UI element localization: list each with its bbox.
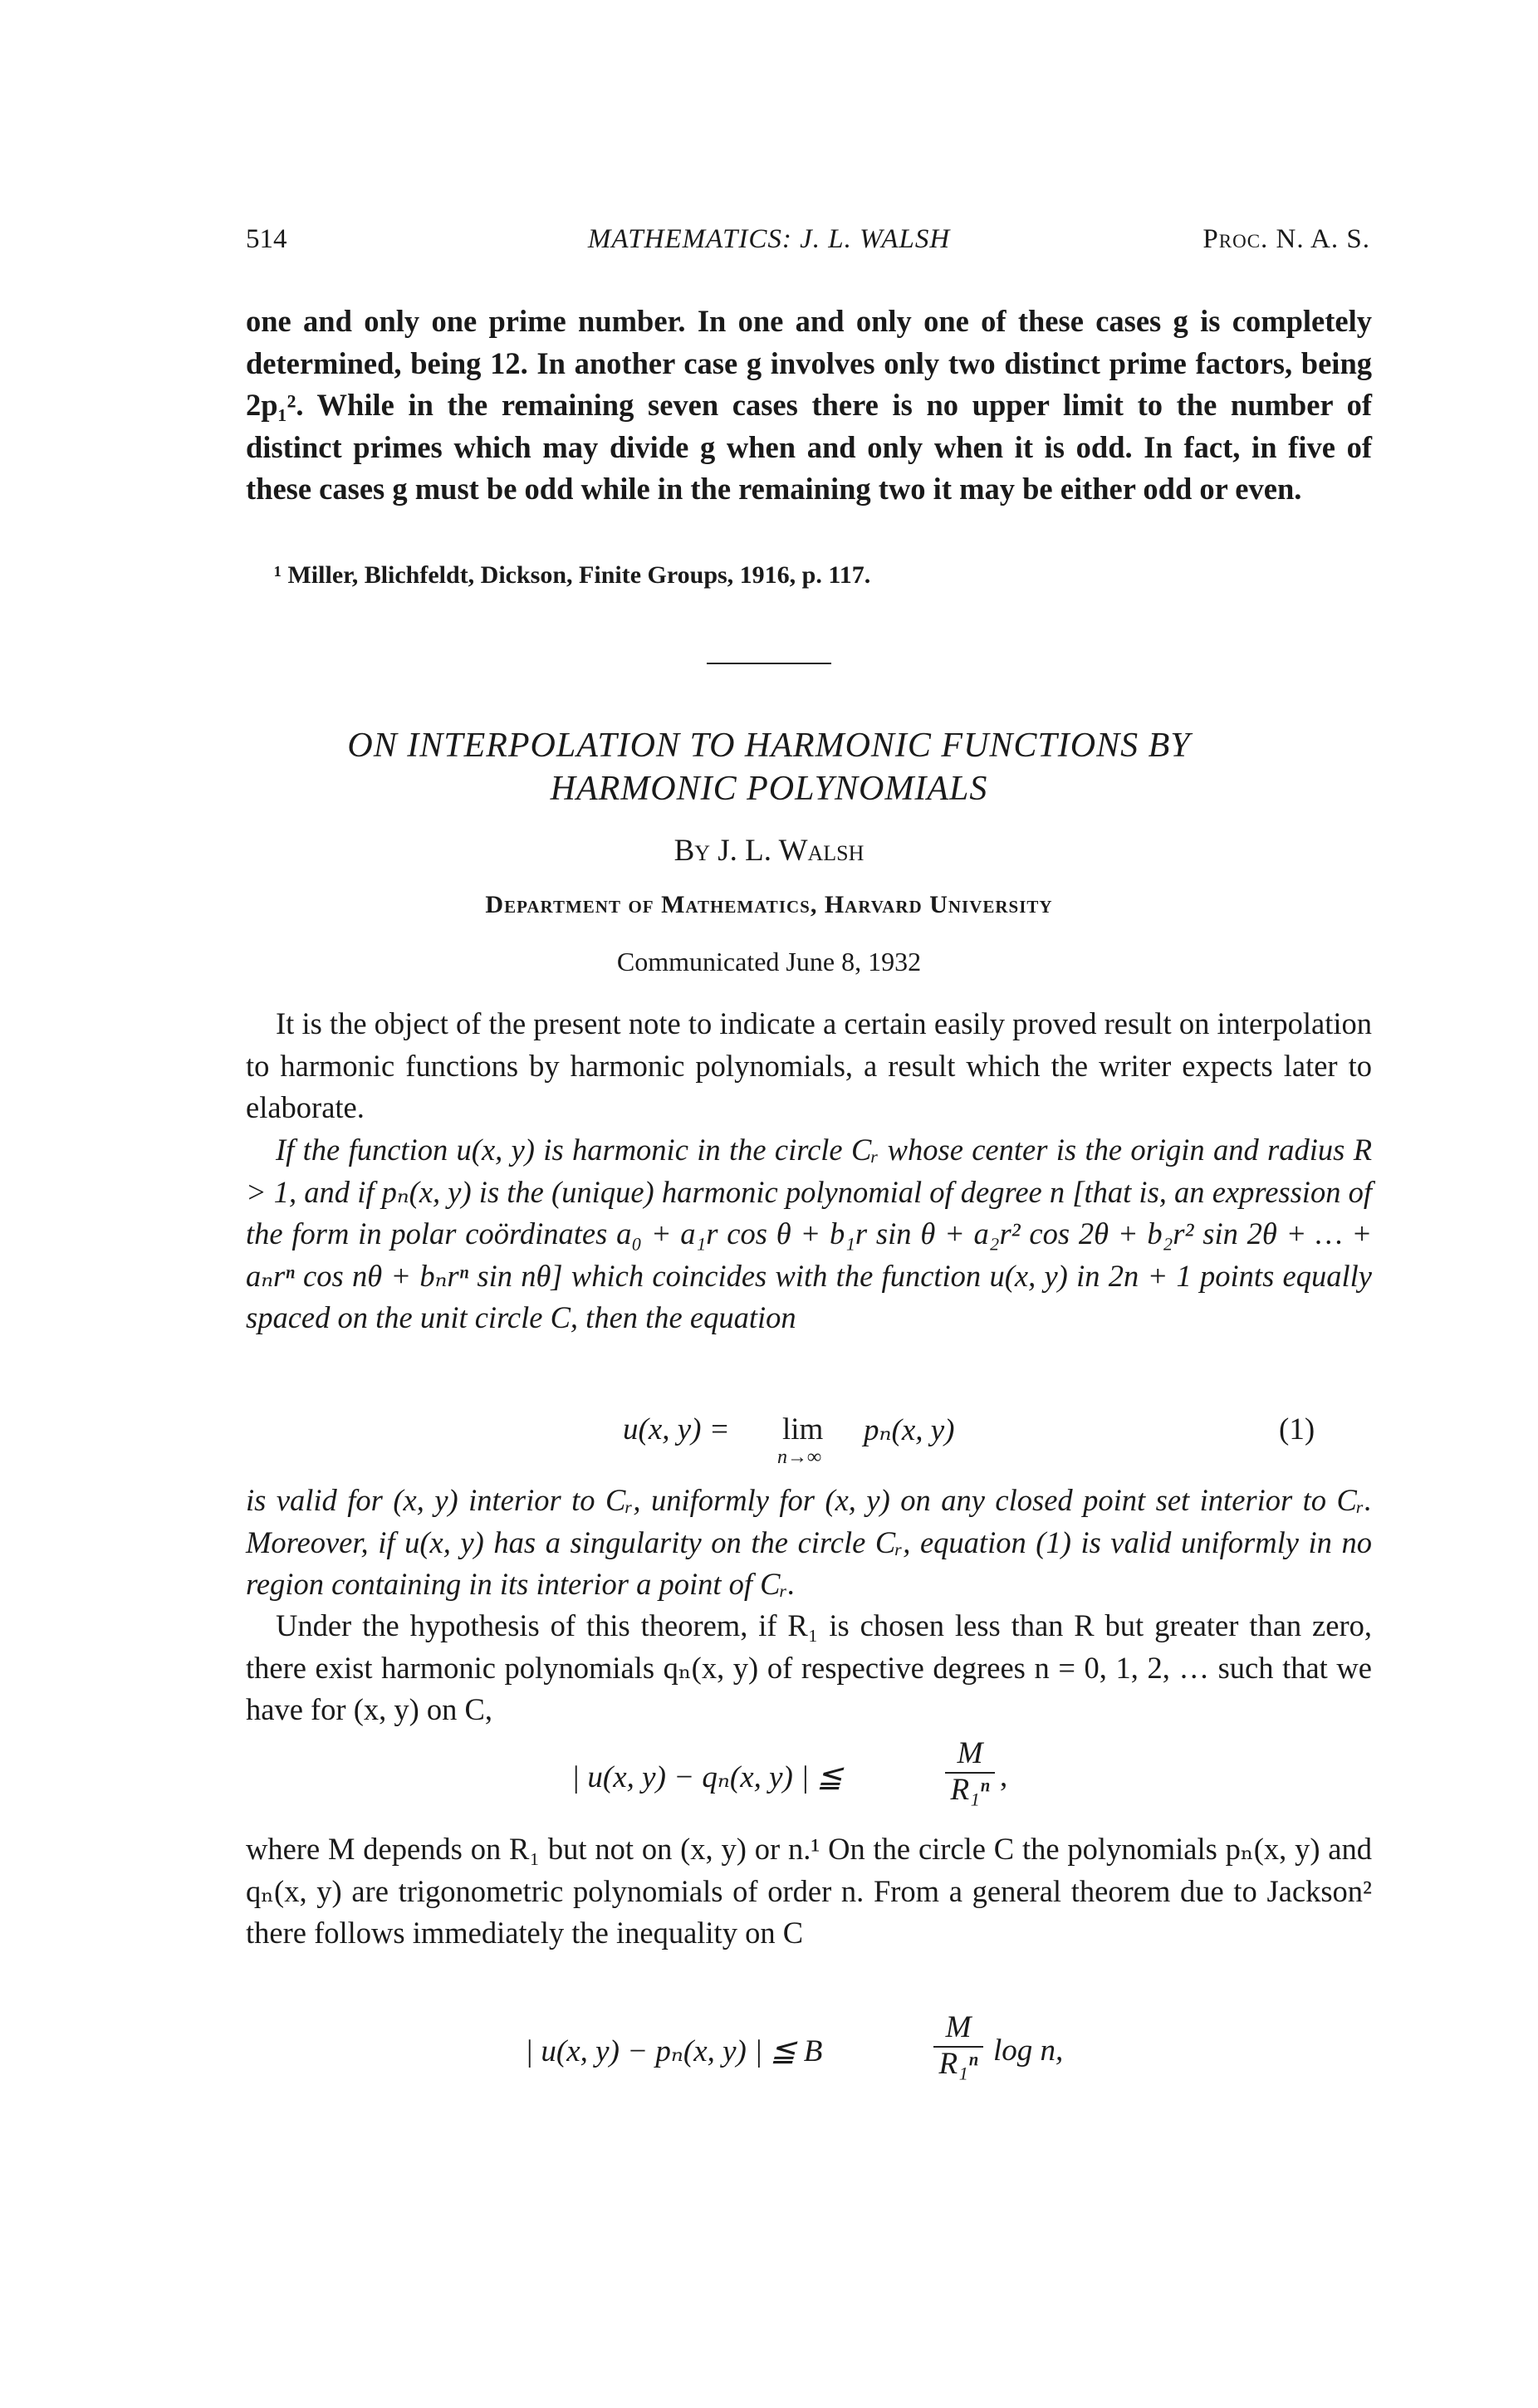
inequality-3-fraction [933, 2009, 983, 2081]
page-number: 514 [246, 224, 287, 254]
inequality-2-denominator: R₁ⁿ [950, 1773, 990, 1807]
equation-1-limit-subscript: n→∞ [777, 1446, 822, 1468]
theorem-continuation: is valid for (x, y) interior to Cᵣ, uniformly for (x, y) on any closed point set interior to Cᵣ. Moreover, if u(x, y) has a singularity on the circle Cᵣ, equation (1) is valid uniformly in no region containing in its interior a point of Cᵣ. [246, 1483, 1372, 1601]
equation-1-lim: lim [782, 1412, 824, 1446]
footnote: ¹ Miller, Blichfeldt, Dickson, Finite Groups, 1916, p. 117. [274, 561, 871, 589]
communicated-date: Communicated June 8, 1932 [616, 947, 922, 976]
equation-1-number: (1) [1279, 1412, 1315, 1446]
inequality-2-comma: , [1000, 1760, 1008, 1794]
inequality-2-numerator: M [945, 1735, 995, 1774]
inequality-3-numerator: M [933, 2009, 983, 2048]
inequality-3-lhs: | u(x, y) − pₙ(x, y) | ≦ B [525, 2034, 823, 2068]
inequality-2-lhs: | u(x, y) − qₙ(x, y) | ≦ [571, 1760, 843, 1794]
running-title: MATHEMATICS: J. L. WALSH [587, 224, 951, 254]
equation-1-rhs: pₙ(x, y) [864, 1413, 955, 1447]
article-title-line-2: HARMONIC POLYNOMIALS [550, 770, 988, 808]
inequality-3-log-term: log n, [993, 2034, 1064, 2068]
inequality-3-denominator: R₁ⁿ [938, 2047, 978, 2081]
theorem-statement: If the function u(x, y) is harmonic in the circle Cᵣ whose center is the origin and radius R > 1, and if pₙ(x, y) is the (unique) harmonic polynomial of degree n [that is, an expression of the form in polar coördinates a₀ + a₁r cos θ + b₁r sin θ + a₂r² cos 2θ + b₂r² sin 2θ + … + aₙrⁿ cos nθ + bₙrⁿ sin nθ] which coincides with the function u(x, y) in 2n + 1 points equally spaced on the unit circle C, then the equation [246, 1133, 1372, 1334]
inequality-2-fraction [945, 1735, 995, 1807]
journal-abbrev: Proc. N. A. S. [1202, 224, 1370, 254]
equation-1-lhs: u(x, y) = [623, 1412, 730, 1446]
hypothesis-paragraph: Under the hypothesis of this theorem, if R₁ is chosen less than R but greater than zero, there exist harmonic polynomials qₙ(x, y) of respective degrees n = 0, 1, 2, … such that we have for (x, y) on C, [246, 1608, 1372, 1726]
intro-paragraph: It is the object of the present note to indicate a certain easily proved result on interpolation to harmonic functions by harmonic polynomials, a result which the writer expects later to elaborate. [246, 1006, 1372, 1124]
byline: By J. L. Walsh [673, 834, 865, 868]
dependence-paragraph: where M depends on R₁ but not on (x, y) or n.¹ On the circle C the polynomials pₙ(x, y) and qₙ(x, y) are trigonometric polynomials of order n. From a general theorem due to Jackson² there follows immediately the inequality on C [246, 1832, 1372, 1950]
article-title-line-1: ON INTERPOLATION TO HARMONIC FUNCTIONS BY [347, 727, 1191, 765]
article-separator-rule [707, 663, 831, 664]
department: Department of Mathematics, Harvard University [485, 891, 1053, 918]
previous-article-paragraph: one and only one prime number. In one and only one of these cases g is completely determined, being 12. In another case g involves only two distinct prime factors, being 2p₁². While in the remaining seven cases there is no upper limit to the number of distinct primes which may divide g when and only when it is odd. In fact, in five of these cases g must be odd while in the remaining two it may be either odd or even. [246, 304, 1372, 506]
